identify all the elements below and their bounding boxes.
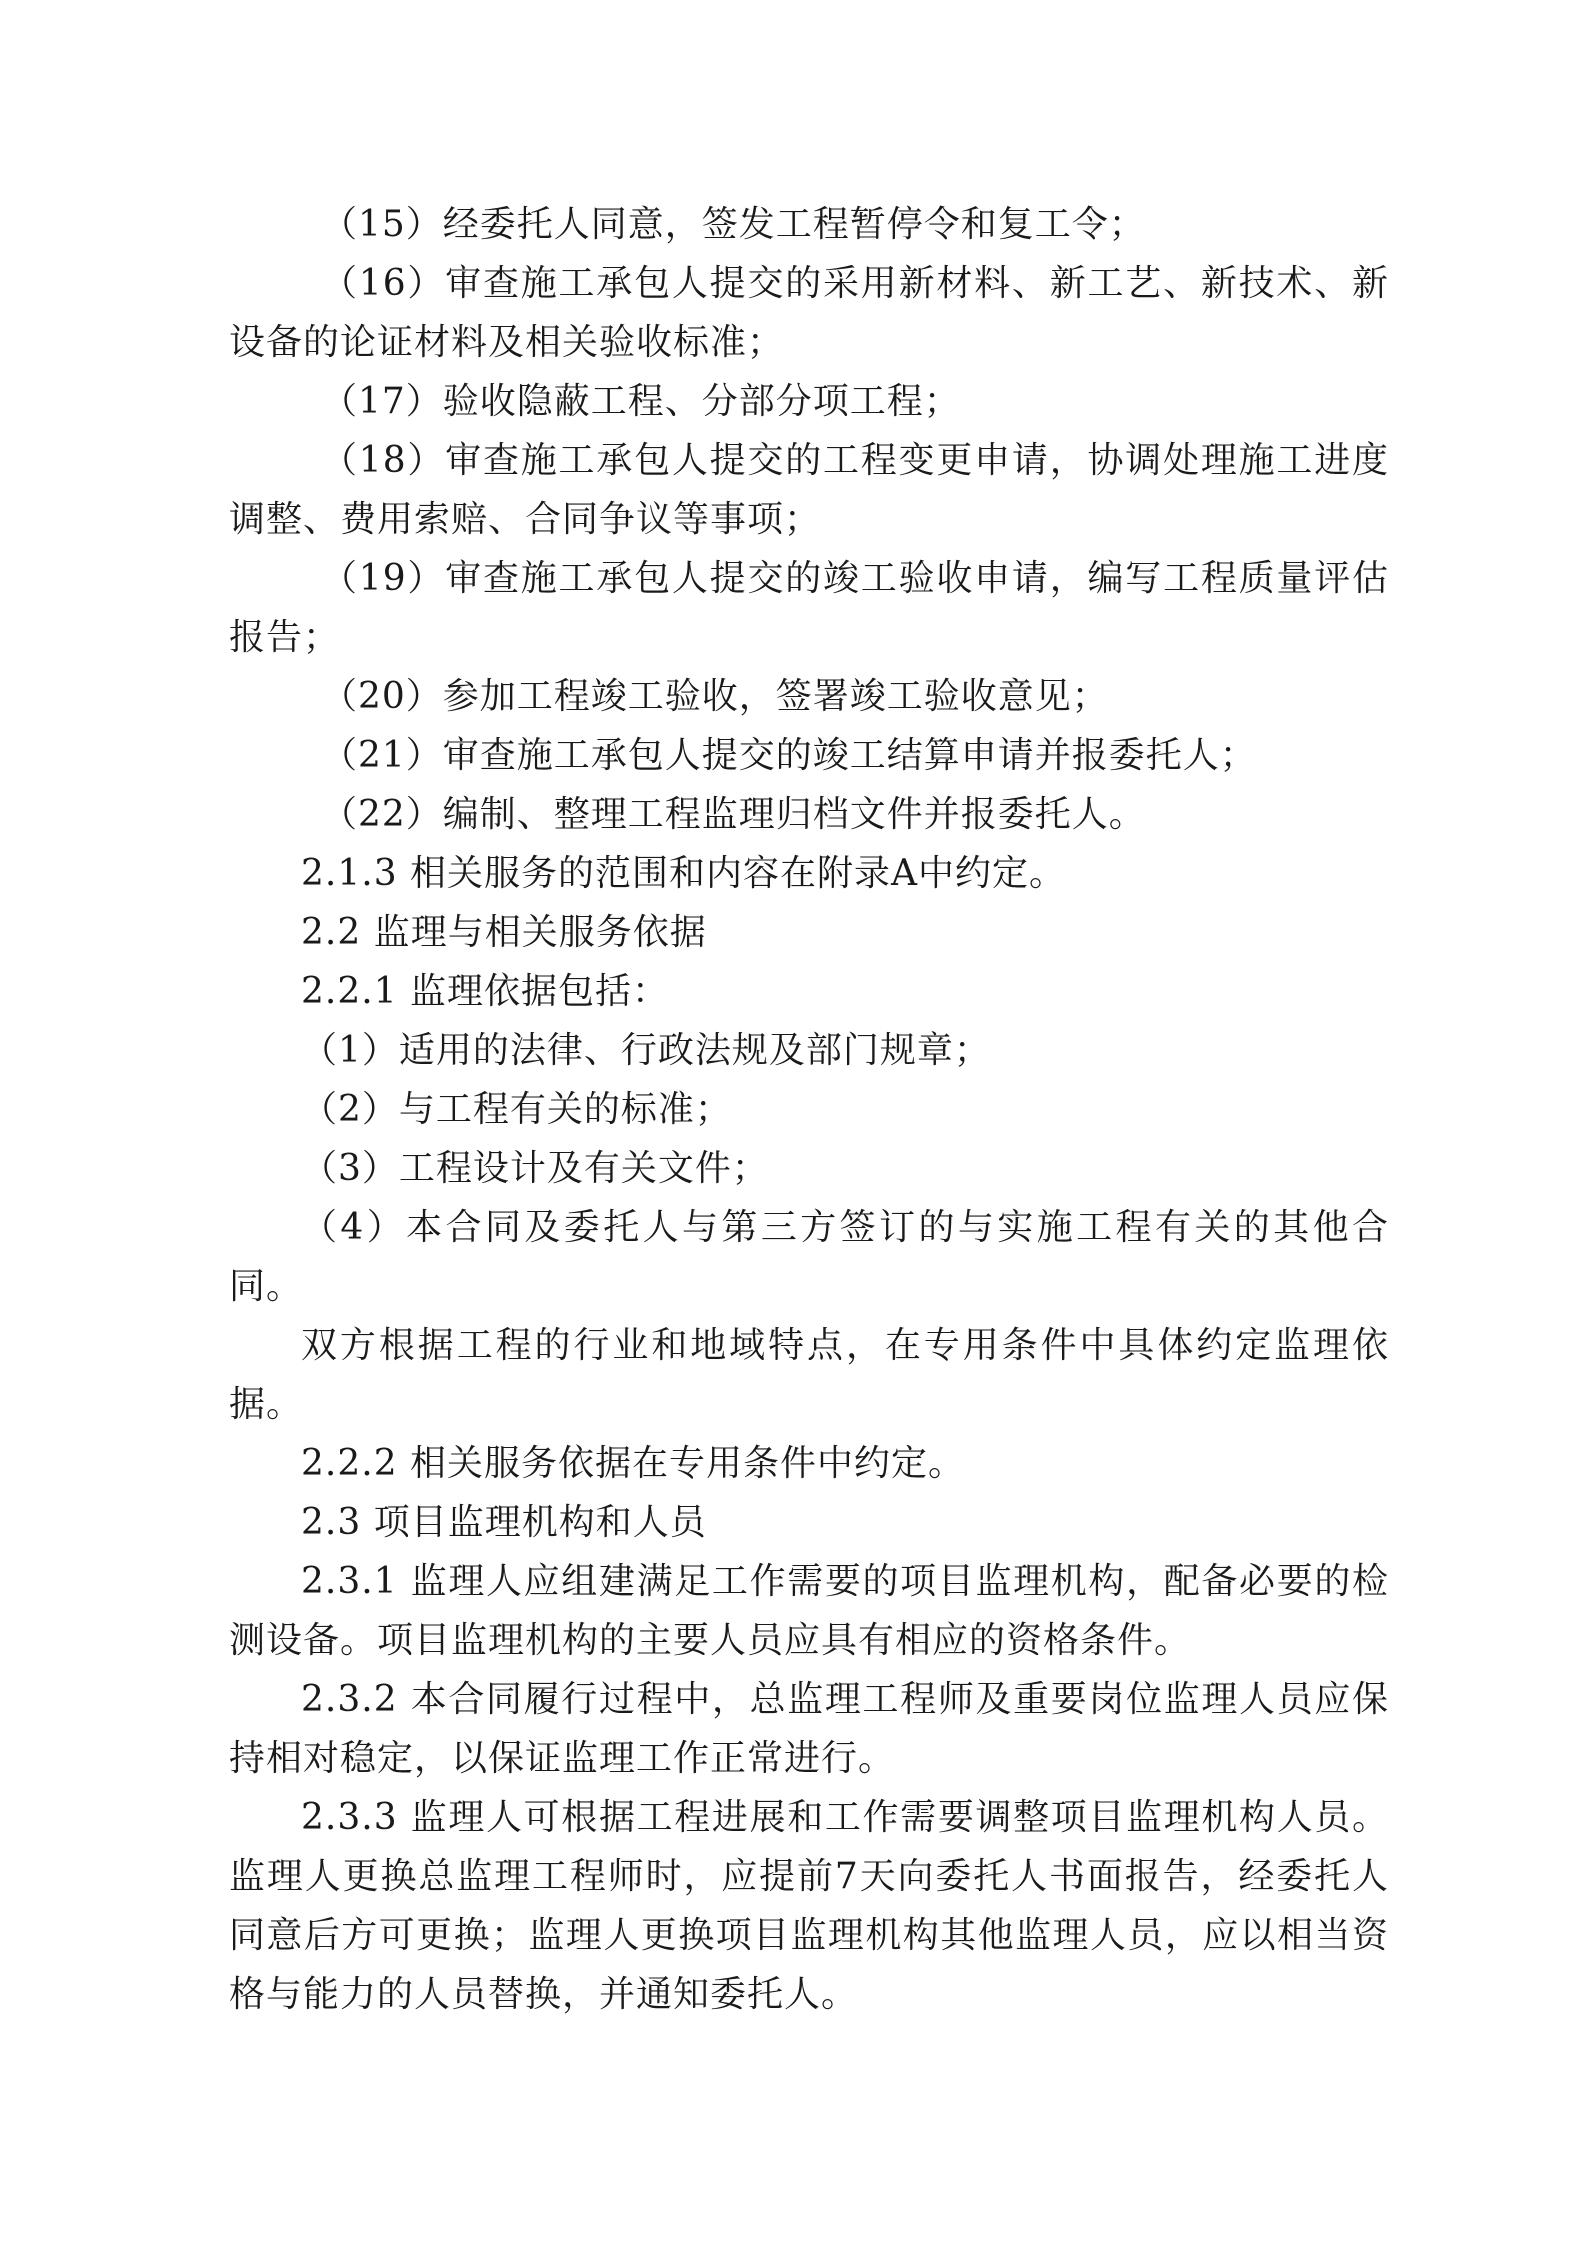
clause-22: （22）编制、整理工程监理归档文件并报委托人。 (321, 794, 1146, 835)
section-2-3-3: 2.3.3 监理人可根据工程进展和工作需要调整项目监理机构人员。监理人更换总监理工程师时，应提前7天向委托人书面报告，经委托人同意后方可更换；监理人更换项目监理机构其他监理人员，应以相当资格与能力的人员替换，并通知委托人。 (229, 1797, 1389, 2015)
section-2-3-1: 2.3.1 监理人应组建满足工作需要的项目监理机构，配备必要的检测设备。项目监理机构的主要人员应具有相应的资格条件。 (229, 1561, 1389, 1661)
section-2-2-1: 2.2.1 监理依据包括： (301, 971, 670, 1012)
basis-item-3: （3）工程设计及有关文件； (301, 1148, 769, 1189)
clause-15: （15）经委托人同意，签发工程暂停令和复工令； (321, 204, 1146, 245)
clause-16: （16）审查施工承包人提交的采用新材料、新工艺、新技术、新设备的论证材料及相关验收标准； (229, 263, 1389, 363)
clause-20: （20）参加工程竣工验收，签署竣工验收意见； (321, 676, 1109, 717)
section-heading-2-2: 2.2 监理与相关服务依据 (301, 912, 707, 953)
basis-item-4: （4）本合同及委托人与第三方签订的与实施工程有关的其他合同。 (229, 1207, 1389, 1307)
basis-item-1: （1）适用的法律、行政法规及部门规章； (301, 1030, 991, 1071)
section-2-3-2: 2.3.2 本合同履行过程中，总监理工程师及重要岗位监理人员应保持相对稳定，以保证监理工作正常进行。 (229, 1679, 1389, 1779)
document-body (229, 195, 1389, 2024)
section-2-2-2: 2.2.2 相关服务依据在专用条件中约定。 (301, 1443, 966, 1484)
section-heading-2-3: 2.3 项目监理机构和人员 (301, 1502, 707, 1543)
clause-21: （21）审查施工承包人提交的竣工结算申请并报委托人； (321, 735, 1257, 776)
basis-note: 双方根据工程的行业和地域特点，在专用条件中具体约定监理依据。 (229, 1325, 1389, 1425)
section-2-1-3: 2.1.3 相关服务的范围和内容在附录A中约定。 (301, 853, 1067, 894)
clause-18: （18）审查施工承包人提交的工程变更申请，协调处理施工进度调整、费用索赔、合同争议等事项； (229, 440, 1389, 540)
clause-19: （19）审查施工承包人提交的竣工验收申请，编写工程质量评估报告； (229, 558, 1389, 658)
clause-17: （17）验收隐蔽工程、分部分项工程； (321, 381, 961, 422)
basis-item-2: （2）与工程有关的标准； (301, 1089, 732, 1130)
